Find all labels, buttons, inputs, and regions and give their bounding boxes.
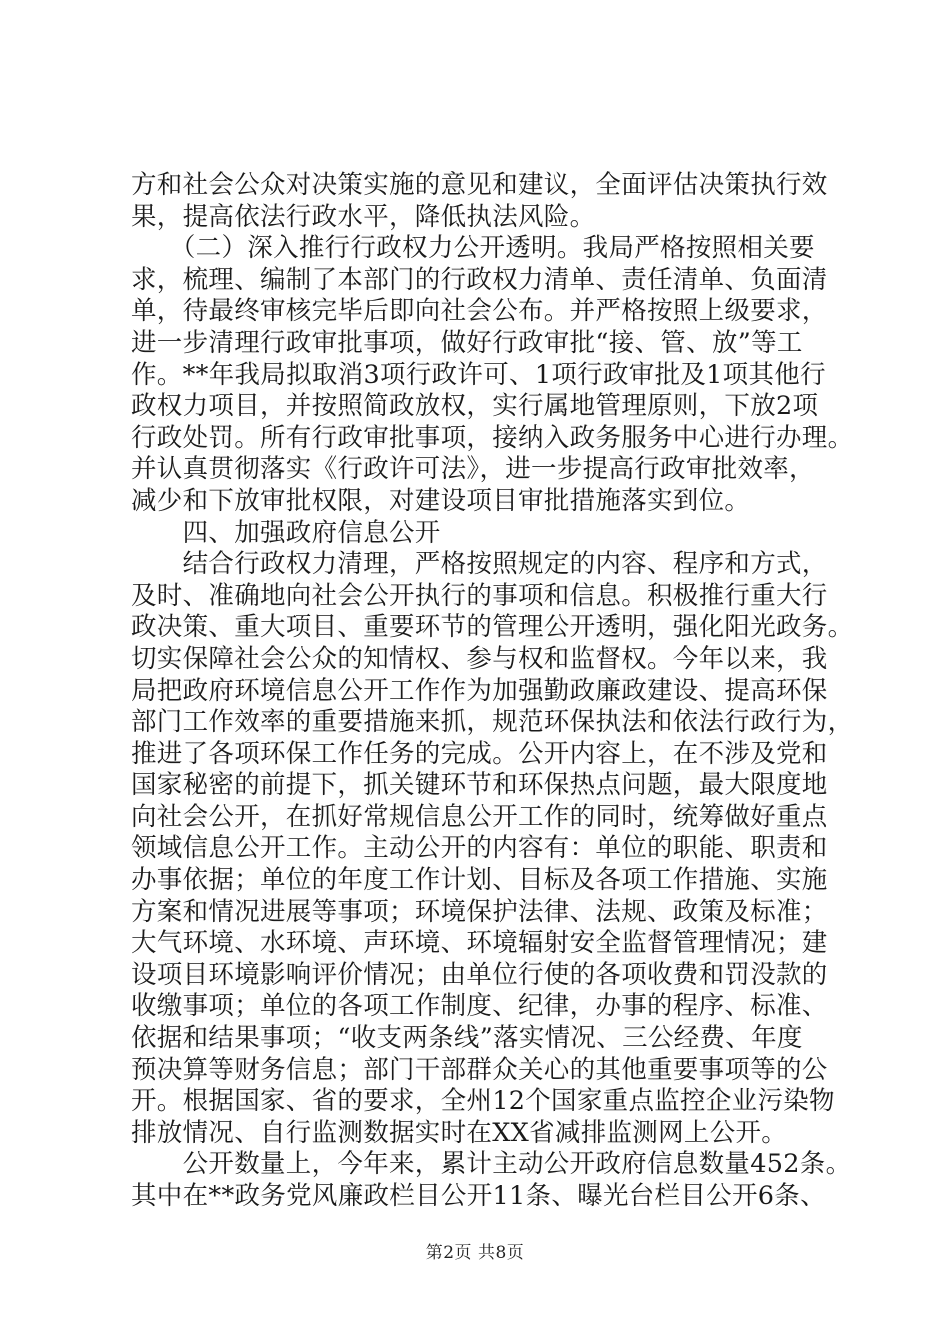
text-line: 方和社会公众对决策实施的意见和建议，全面评估决策执行效: [131, 170, 828, 200]
text-line: 依据和结果事项；“收支两条线”落实情况、三公经费、年度: [131, 1023, 803, 1054]
text-line: 向社会公开，在抓好常规信息公开工作的同时，统筹做好重点: [131, 801, 828, 832]
text-line: 办事依据；单位的年度工作计划、目标及各项工作措施、实施: [131, 865, 828, 896]
text-line: 政决策、重大项目、重要环节的管理公开透明，强化阳光政务。: [131, 612, 854, 643]
text-line: 进一步清理行政审批事项，做好行政审批“接、管、放”等工: [131, 327, 803, 358]
text-line: 国家秘密的前提下，抓关键环节和环保热点问题，最大限度地: [131, 770, 828, 801]
text-line: 减少和下放审批权限，对建设项目审批措施落实到位。: [131, 485, 751, 516]
text-line: 及时、准确地向社会公开执行的事项和信息。积极推行重大行: [131, 580, 828, 611]
text-line: 四、加强政府信息公开: [131, 517, 441, 548]
document-body: [131, 170, 854, 1213]
text-line: 领域信息公开工作。主动公开的内容有：单位的职能、职责和: [131, 833, 828, 864]
text-line: 政权力项目，并按照简政放权，实行属地管理原则，下放2项: [131, 391, 819, 422]
text-line: 果，提高依法行政水平，降低执法风险。: [131, 201, 596, 232]
text-line: 并认真贯彻落实《行政许可法》，进一步提高行政审批效率，: [131, 454, 815, 485]
text-line: （二）深入推行行政权力公开透明。我局严格按照相关要: [131, 233, 815, 264]
text-line: 行政处罚。所有行政审批事项，接纳入政务服务中心进行办理。: [131, 422, 854, 453]
text-line: 单，待最终审核完毕后即向社会公布。并严格按照上级要求，: [131, 296, 828, 327]
text-line: 推进了各项环保工作任务的完成。公开内容上，在不涉及党和: [131, 738, 828, 769]
text-line: 部门工作效率的重要措施来抓，规范环保执法和依法行政行为，: [131, 707, 854, 738]
text-line: 开。根据国家、省的要求，全州12个国家重点监控企业污染物: [131, 1086, 835, 1117]
text-line: 大气环境、水环境、声环境、环境辐射安全监督管理情况；建: [131, 928, 828, 959]
text-line: 求，梳理、编制了本部门的行政权力清单、责任清单、负面清: [131, 264, 828, 295]
text-line: 公开数量上，今年来，累计主动公开政府信息数量452条。: [131, 1149, 852, 1180]
text-line: 其中在**政务党风廉政栏目公开11条、曝光台栏目公开6条、: [131, 1181, 826, 1211]
text-line: 方案和情况进展等事项；环境保护法律、法规、政策及标准；: [131, 896, 828, 927]
text-line: 局把政府环境信息公开工作作为加强勤政廉政建设、提高环保: [131, 675, 828, 706]
text-line: 排放情况、自行监测数据实时在XX省减排监测网上公开。: [131, 1117, 788, 1148]
text-line: 切实保障社会公众的知情权、参与权和监督权。今年以来，我: [131, 643, 828, 674]
page-footer: 第2页 共8页: [425, 1243, 525, 1263]
text-line: 预决算等财务信息；部门干部群众关心的其他重要事项等的公: [131, 1054, 828, 1085]
text-line: 结合行政权力清理，严格按照规定的内容、程序和方式，: [131, 549, 828, 580]
text-line: 作。**年我局拟取消3项行政许可、1项行政审批及1项其他行: [131, 359, 826, 390]
text-line: 收缴事项；单位的各项工作制度、纪律，办事的程序、标准、: [131, 991, 828, 1022]
text-line: 设项目环境影响评价情况；由单位行使的各项收费和罚没款的: [131, 959, 828, 990]
